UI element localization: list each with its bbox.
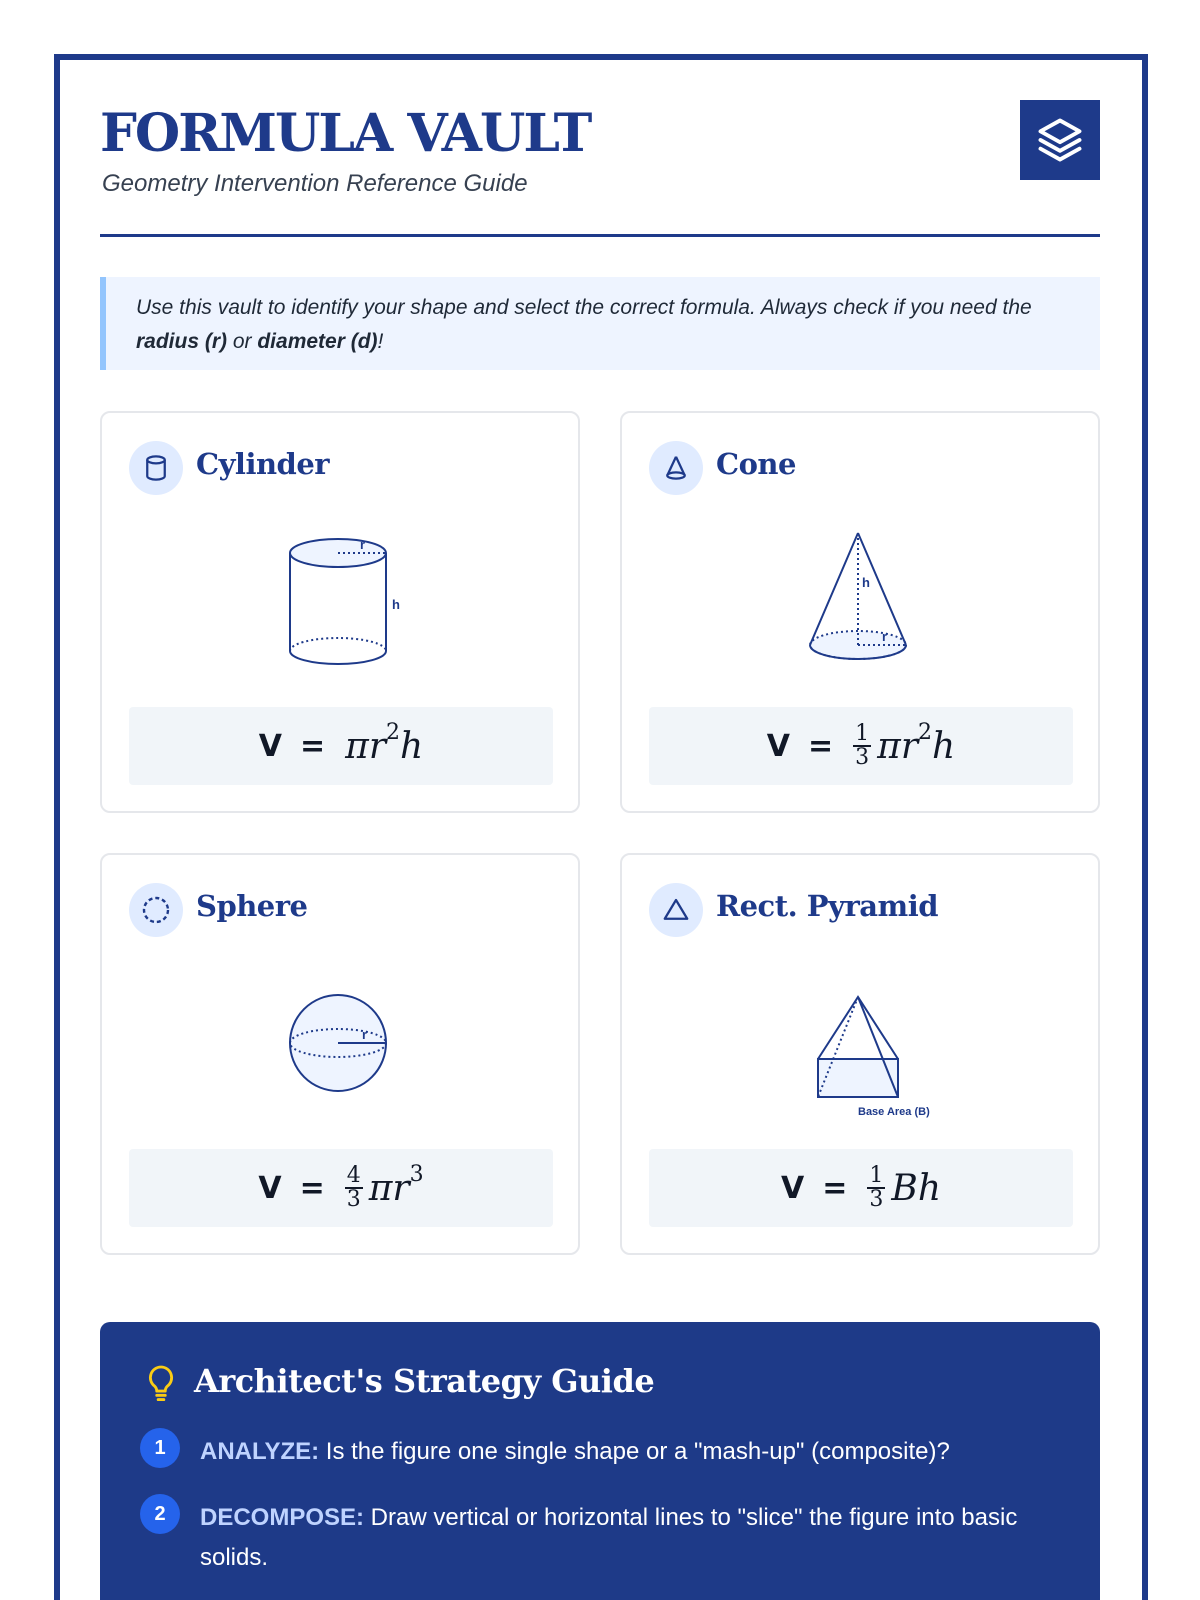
sphere-icon: [140, 894, 172, 926]
formula-tail: Bh: [891, 1167, 941, 1209]
formula-equals: =: [822, 1170, 848, 1206]
formula-var: r: [900, 725, 919, 767]
radius-label: r: [360, 537, 366, 552]
formula-exponent: 2: [386, 719, 401, 745]
formula-volume-symbol: V: [258, 1170, 282, 1206]
card-cone: [620, 411, 1100, 813]
formula-box: [129, 707, 553, 785]
page-subtitle: Geometry Intervention Reference Guide: [102, 170, 528, 197]
step-description: Is the figure one single shape or a "mash-up" (composite)?: [319, 1438, 950, 1465]
cylinder-figure: [102, 513, 578, 693]
logo: [1020, 100, 1100, 180]
page-title: FORMULA VAULT: [100, 103, 591, 164]
note-diameter-term: diameter (d): [257, 330, 378, 353]
radius-label: r: [362, 1027, 368, 1042]
layers-icon: [1034, 114, 1086, 166]
card-title: Rect. Pyramid: [716, 889, 939, 923]
step-number-badge: 2: [140, 1494, 180, 1534]
formula-expression: [853, 719, 956, 770]
icon-badge: [649, 883, 703, 937]
fraction-numerator: 4: [346, 1163, 361, 1188]
card-title: Cone: [716, 447, 796, 481]
formula-fraction: [345, 1165, 363, 1211]
cylinder-icon: [141, 453, 171, 483]
formula-volume-symbol: V: [766, 728, 790, 764]
card-cylinder: [100, 411, 580, 813]
sphere-figure: [102, 955, 578, 1135]
formula-pi: π: [877, 725, 901, 767]
fraction-denominator: 3: [855, 745, 870, 770]
formula-volume-symbol: V: [258, 728, 282, 764]
icon-badge: [129, 441, 183, 495]
formula-tail: h: [400, 725, 424, 767]
formula-exponent: 3: [409, 1161, 424, 1187]
formula-volume-symbol: V: [781, 1170, 805, 1206]
height-label: h: [392, 597, 400, 612]
formula-box: [649, 707, 1073, 785]
card-sphere: [100, 853, 580, 1255]
base-area-label: Base Area (B): [858, 1106, 930, 1118]
strategy-panel: [100, 1322, 1100, 1600]
icon-badge: [649, 441, 703, 495]
formula-fraction: [853, 723, 871, 769]
icon-badge: [129, 883, 183, 937]
fraction-denominator: 3: [346, 1187, 361, 1212]
note-radius-term: radius (r): [136, 330, 228, 353]
pyramid-icon: [661, 895, 691, 925]
formula-pi: π: [368, 1167, 393, 1209]
formula-pi: π: [345, 725, 369, 767]
step-text: [200, 1498, 1060, 1578]
formula-box: [129, 1149, 553, 1227]
cone-figure: [622, 513, 1098, 693]
step-number-badge: 1: [140, 1428, 180, 1468]
fraction-numerator: 1: [869, 1163, 884, 1188]
formula-fraction: [867, 1165, 885, 1211]
formula-expression: [345, 719, 424, 767]
fraction-denominator: 3: [869, 1187, 884, 1212]
header-divider: [100, 234, 1100, 237]
formula-var: r: [368, 725, 387, 767]
note-text: Use this vault to identify your shape and select the correct formula. Always check if you need the: [136, 296, 1032, 319]
card-title: Sphere: [196, 889, 308, 923]
instruction-note: [100, 277, 1100, 370]
cone-icon: [661, 453, 691, 483]
formula-var: r: [392, 1167, 410, 1209]
height-label: h: [862, 575, 870, 590]
strategy-title: Architect's Strategy Guide: [194, 1362, 655, 1400]
step-text: [200, 1432, 1060, 1472]
note-text: !: [377, 330, 384, 353]
formula-tail: h: [932, 725, 956, 767]
formula-box: [649, 1149, 1073, 1227]
card-title: Cylinder: [196, 447, 330, 481]
formula-expression: [345, 1161, 424, 1212]
formula-equals: =: [300, 728, 326, 764]
note-text: or: [227, 330, 258, 353]
step-key: DECOMPOSE:: [200, 1504, 365, 1531]
step-key: ANALYZE:: [200, 1438, 320, 1465]
formula-equals: =: [299, 1170, 325, 1206]
step-description: Draw vertical or horizontal lines to "slice" the figure into basic solids.: [200, 1504, 1018, 1571]
pyramid-figure: [622, 955, 1098, 1135]
lightbulb-icon: [144, 1364, 178, 1404]
formula-expression: [867, 1165, 941, 1211]
formula-equals: =: [808, 728, 834, 764]
radius-label: r: [882, 629, 888, 644]
card-pyramid: [620, 853, 1100, 1255]
fraction-numerator: 1: [855, 721, 870, 746]
formula-exponent: 2: [918, 719, 933, 745]
